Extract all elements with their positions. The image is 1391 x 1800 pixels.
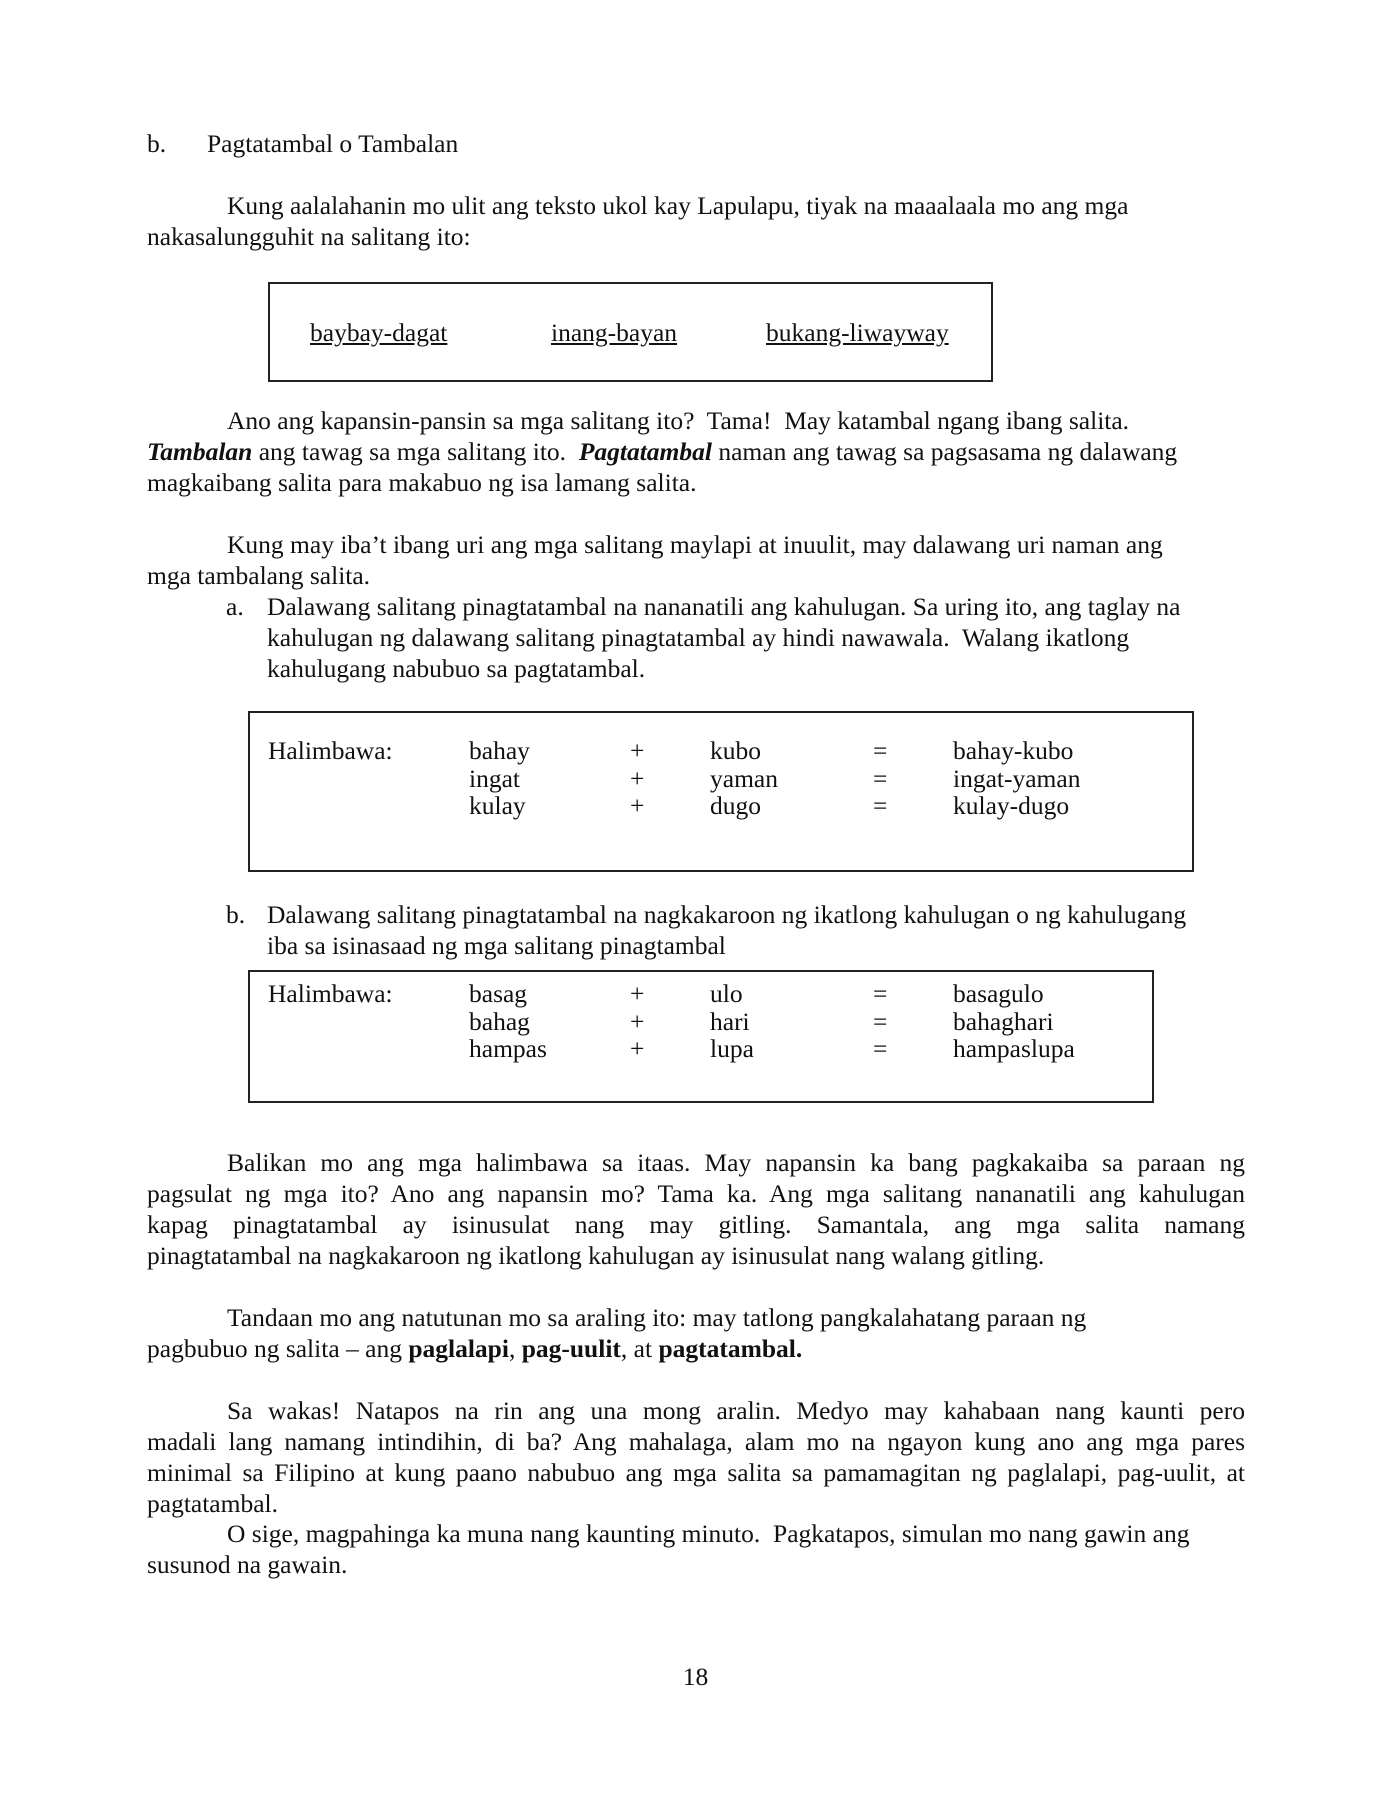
text-line [147, 1303, 1245, 1334]
text-line [147, 1396, 1245, 1427]
text-line [147, 191, 1245, 222]
text-run: Sa wakas! Natapos na rin ang una mong aralin. Medyo may kahabaan nang kaunti pero [227, 1396, 1245, 1425]
example-table-a [248, 711, 1194, 872]
text-line [147, 1489, 1245, 1520]
word-1: hampas [469, 1034, 547, 1063]
equals-sign: = [873, 791, 888, 820]
section-heading [147, 129, 1245, 160]
text-line [147, 1334, 1245, 1365]
text-run: Ano ang kapansin-pansin sa mga salitang ito? Tama! May katambal ngang ibang salita. [227, 406, 1130, 435]
compound-result: kulay-dugo [953, 791, 1070, 820]
word-1: bahag [469, 1006, 530, 1036]
list-text-line: Dalawang salitang pinagtatambal na nagkakaroon ng ikatlong kahulugan o ng kahulugang [267, 900, 1187, 929]
text-line [147, 1550, 1245, 1581]
equals-sign: = [873, 1034, 888, 1063]
example-label: Halimbawa: [268, 979, 393, 1008]
compound-result: basagulo [953, 979, 1044, 1008]
text-run: Tandaan mo ang natutunan mo sa araling ito: may tatlong pangkalahatang paraan ng [227, 1303, 1087, 1332]
text-line [147, 1210, 1245, 1241]
compound-word: inang-bayan [551, 318, 678, 347]
paragraph-intro [147, 191, 1245, 253]
text-run: pagtatambal. [147, 1488, 278, 1518]
text-run: magkaibang salita para makabuo ng isa lamang salita. [147, 467, 697, 497]
plus-sign: + [630, 1006, 645, 1036]
plus-sign: + [630, 736, 645, 765]
text-line [147, 1519, 1245, 1550]
heading-title: Pagtatambal o Tambalan [207, 129, 459, 158]
compound-words-box [268, 282, 993, 382]
text-run: , at [620, 1333, 659, 1363]
list-text-line: kahulugang nabubuo sa pagtatambal. [267, 653, 646, 683]
word-2: ulo [710, 979, 743, 1008]
text-run: minimal sa Filipino at kung paano nabubuo ang mga salita sa pamamagitan ng paglalapi, pag-uulit, at [147, 1457, 1245, 1487]
word-1: kulay [469, 791, 526, 820]
text-line [147, 222, 1245, 253]
word-2: hari [710, 1006, 750, 1036]
emphasized-text: paglalapi [408, 1333, 509, 1363]
text-run: kapag pinagtatambal ay isinusulat nang may gitling. Samantala, ang mga salita namang [147, 1209, 1245, 1239]
compound-result: ingat-yaman [953, 763, 1081, 793]
text-run: mga tambalang salita. [147, 560, 371, 590]
paragraph-observation [147, 1148, 1245, 1272]
plus-sign: + [630, 979, 645, 1008]
word-1: bahay [469, 736, 530, 765]
word-1: basag [469, 979, 528, 1008]
text-line [147, 437, 1245, 468]
plus-sign: + [630, 763, 645, 793]
compound-result: hampaslupa [953, 1034, 1075, 1063]
emphasized-text: Tambalan [147, 436, 253, 466]
page-number: 18 [682, 1662, 709, 1691]
text-run: madali lang namang intindihin, di ba? Ang mahalaga, alam mo na ngayon kung ano ang mga pares [147, 1426, 1245, 1456]
compound-word: bukang-liwayway [766, 318, 949, 347]
text-line [147, 530, 1245, 561]
list-label: a. [226, 592, 244, 621]
text-run: pagbubuo ng salita – ang [147, 1333, 409, 1363]
paragraph-types [147, 530, 1245, 592]
equals-sign: = [873, 979, 888, 1008]
list-text-line: kahulugan ng dalawang salitang pinagtatambal ay hindi nawawala. Walang ikatlong [267, 622, 1130, 652]
paragraph-next [147, 1519, 1245, 1581]
list-label: b. [226, 900, 246, 929]
equals-sign: = [873, 763, 888, 793]
text-line [147, 561, 1245, 592]
text-line [147, 1179, 1245, 1210]
plus-sign: + [630, 1034, 645, 1063]
text-run: nakasalungguhit na salitang ito: [147, 221, 471, 251]
equals-sign: = [873, 1006, 888, 1036]
compound-word: baybay-dagat [310, 318, 448, 347]
word-2: yaman [710, 763, 778, 793]
emphasized-text: pagtatambal. [658, 1333, 803, 1363]
paragraph-conclusion [147, 1396, 1245, 1520]
example-label: Halimbawa: [268, 736, 393, 765]
word-2: lupa [710, 1034, 754, 1063]
text-run: Kung aalalahanin mo ulit ang teksto ukol kay Lapulapu, tiyak na maaalaala mo ang mga [227, 191, 1129, 220]
paragraph-summary [147, 1303, 1245, 1365]
heading-label: b. [147, 129, 167, 158]
text-run: susunod na gawain. [147, 1549, 348, 1579]
list-text-line: iba sa isinasaad ng mga salitang pinagtambal [267, 930, 726, 960]
text-line [147, 1458, 1245, 1489]
word-2: dugo [710, 791, 761, 820]
compound-result: bahaghari [953, 1006, 1054, 1036]
text-run: pinagtatambal na nagkakaroon ng ikatlong kahulugan ay isinusulat nang walang gitling. [147, 1240, 1045, 1270]
emphasized-text: Pagtatambal [578, 436, 712, 466]
compound-result: bahay-kubo [953, 736, 1074, 765]
list-text-line: Dalawang salitang pinagtatambal na nananatili ang kahulugan. Sa uring ito, ang taglay na [267, 592, 1181, 621]
equals-sign: = [873, 736, 888, 765]
word-2: kubo [710, 736, 761, 765]
text-line [147, 468, 1245, 499]
text-run: O sige, magpahinga ka muna nang kaunting minuto. Pagkatapos, simulan mo nang gawin ang [227, 1519, 1190, 1548]
word-1: ingat [469, 763, 520, 793]
text-run: pagsulat ng mga ito? Ano ang napansin mo? Tama ka. Ang mga salitang nananatili ang kahulugan [147, 1178, 1245, 1208]
text-line [147, 1148, 1245, 1179]
text-run: Kung may iba’t ibang uri ang mga salitang maylapi at inuulit, may dalawang uri naman ang [227, 530, 1163, 559]
paragraph-definition [147, 406, 1245, 499]
text-run: naman ang tawag sa pagsasama ng dalawang [711, 436, 1178, 466]
plus-sign: + [630, 791, 645, 820]
example-table-b [248, 970, 1154, 1103]
text-run: ang tawag sa mga salitang ito. [252, 436, 579, 466]
emphasized-text: pag-uulit [521, 1333, 621, 1363]
text-run: Balikan mo ang mga halimbawa sa itaas. May napansin ka bang pagkakaiba sa paraan ng [227, 1148, 1245, 1177]
text-line [147, 1427, 1245, 1458]
text-run: , [508, 1333, 522, 1363]
text-line [147, 406, 1245, 437]
text-line [147, 1241, 1245, 1272]
